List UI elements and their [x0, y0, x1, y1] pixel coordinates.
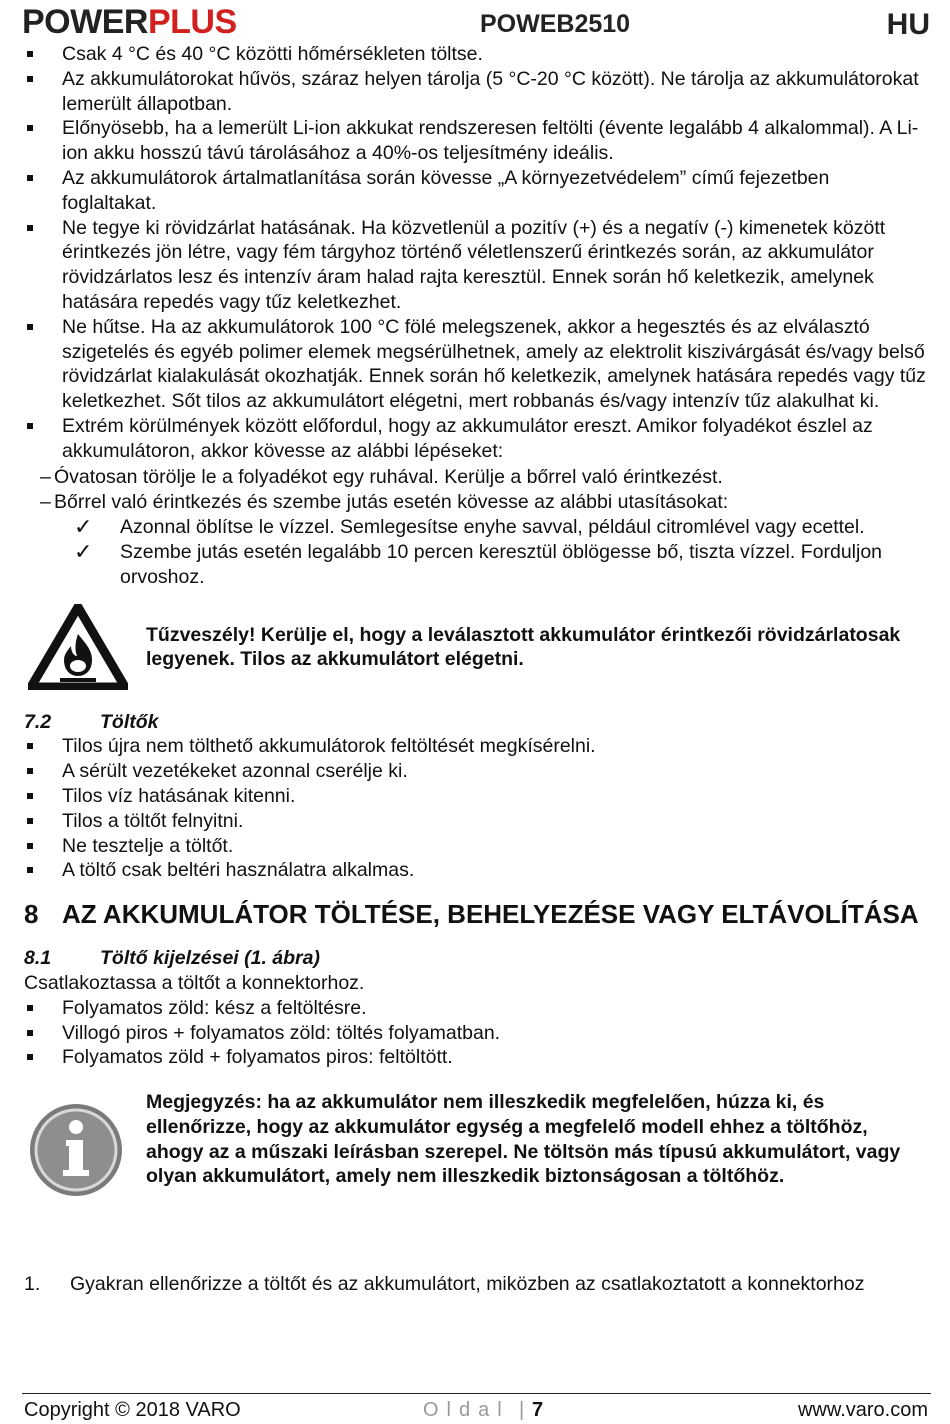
check-text: Azonnal öblítse le vízzel. Semlegesítse enyhe savval, például citromlével vagy ecettel.	[120, 516, 865, 539]
fire-hazard-icon	[28, 604, 128, 690]
chapter-number: 8	[24, 899, 39, 930]
list-item: Csak 4 °C és 40 °C közötti hőmérsékleten töltse.	[24, 42, 929, 67]
warning-text: Tűzveszély! Kerülje el, hogy a leválasztott akkumulátor érintkezői rövidzárlatosak legyenek. Tilos az akkumulátort elégetni.	[146, 623, 901, 671]
dash-text: Bőrrel való érintkezés és szembe jutás esetén kövesse az alábbi utasításokat:	[54, 491, 729, 514]
list-item: Extrém körülmények között előfordul, hogy az akkumulátor ereszt. Amikor folyadékot észlel az akkumulátoron, akkor kövesse az alábbi lépéseket:	[24, 414, 929, 464]
brand-logo-second: PLUS	[147, 3, 237, 41]
note-box	[24, 1090, 929, 1240]
website-link[interactable]: www.varo.com	[797, 1399, 928, 1421]
step-text: Gyakran ellenőrizze a töltőt és az akkumulátort, miközben az csatlakoztatott a konnektorhoz	[70, 1273, 865, 1296]
check-mark-icon: ✓	[74, 514, 93, 540]
info-icon	[28, 1102, 124, 1198]
list-item: Villogó piros + folyamatos zöld: töltés folyamatban.	[24, 1021, 929, 1046]
copyright: Copyright © 2018 VARO	[24, 1399, 241, 1421]
list-item: Ne tegye ki rövidzárlat hatásának. Ha közvetlenül a pozitív (+) és a negatív (-) kimenetek között érintkezés jön létre, vagy fém tárgyhoz történő véletlenszerű érintkezés során, az akkumulátor rövidzárlatos lesz és intenzív áram halad rajta keresztül. Ennek során hő keletkezik, amelynek hatására repedés vagy tűz keletkezhet.	[24, 216, 929, 315]
list-item: Folyamatos zöld: kész a feltöltésre.	[24, 996, 929, 1021]
section-title: Töltők	[100, 710, 159, 733]
check-item	[24, 515, 929, 540]
check-item	[24, 540, 929, 590]
step-number: 1.	[24, 1273, 41, 1296]
dash-marker: –	[40, 465, 51, 488]
list-item: Előnyösebb, ha a lemerült Li-ion akkukat rendszeresen feltölti (évente legalább 4 alkalommal). A Li-ion akku hosszú távú tárolásához a 40%-os teljesítmény ideális.	[24, 116, 929, 166]
list-item: A töltő csak beltéri használatra alkalmas.	[24, 858, 929, 883]
chapter-title: AZ AKKUMULÁTOR TÖLTÉSE, BEHELYEZÉSE VAGY ELTÁVOLÍTÁSA	[62, 899, 919, 930]
list-item: Folyamatos zöld + folyamatos piros: feltöltött.	[24, 1045, 929, 1070]
fire-warning	[24, 604, 929, 694]
numbered-step	[24, 1272, 929, 1297]
page-separator: |	[519, 1399, 525, 1421]
list-item: Ne hűtse. Ha az akkumulátorok 100 °C fölé melegszenek, akkor a hegesztés és az elválasztó szigetelés és egyéb polimer elemek megsérülhetnek, amely az elektrolit kiszivárgását és/vagy belső rövidzárlat kialakulását okozhatják. Ennek során hő keletkezik, amelynek hatására repedés vagy tűz keletkezhet. Sőt tilos az akkumulátort elégetni, mert robbanás és/vagy intenzív tűz alakulhat ki.	[24, 315, 929, 414]
page-label: Oldal	[423, 1399, 510, 1421]
list-item: A sérült vezetékeket azonnal cserélje ki.	[24, 759, 929, 784]
language-code: HU	[886, 8, 930, 41]
list-item: Tilos újra nem tölthető akkumulátorok feltöltését megkísérelni.	[24, 734, 929, 759]
dash-text: Óvatosan törölje le a folyadékot egy ruhával. Kerülje a bőrrel való érintkezést.	[54, 465, 723, 488]
dash-marker: –	[40, 491, 51, 514]
chapter-heading	[24, 899, 929, 930]
model-number: POWEB2510	[480, 10, 631, 38]
list-item: Ne tesztelje a töltőt.	[24, 834, 929, 859]
list-item: Tilos víz hatásának kitenni.	[24, 784, 929, 809]
page-content	[24, 42, 929, 1297]
section-number: 8.1	[24, 947, 52, 970]
note-text: Megjegyzés: ha az akkumulátor nem illeszkedik megfelelően, húzza ki, és ellenőrizze, hogy az akkumulátor egység a megfelelő modell ehhez a töltőhöz, ahogy az a műszaki leírásban szerepel. Ne töltsön más típusú akkumulátort, vagy olyan akkumulátort, amely nem illeszkedik biztonságosan a töltőhöz.	[146, 1091, 901, 1188]
section-number: 7.2	[24, 710, 52, 733]
brand-logo-first: POWER	[22, 3, 148, 41]
dash-item	[24, 465, 929, 490]
section-heading	[24, 946, 929, 971]
section-title: Töltő kijelzései (1. ábra)	[100, 947, 320, 970]
check-text: Szembe jutás esetén legalább 10 percen keresztül öblögesse bő, tiszta vízzel. Forduljon orvoshoz.	[120, 540, 883, 588]
list-item: Tilos a töltőt felnyitni.	[24, 809, 929, 834]
dash-item	[24, 490, 929, 515]
check-mark-icon: ✓	[74, 538, 93, 564]
brand-logo	[22, 4, 237, 40]
list-item: Az akkumulátorokat hűvös, száraz helyen tárolja (5 °C-20 °C között). Ne tárolja az akkumulátorokat lemerült állapotban.	[24, 67, 929, 117]
list-item: Az akkumulátorok ártalmatlanítása során kövesse „A környezetvédelem” című fejezetben foglaltakat.	[24, 166, 929, 216]
section-heading	[24, 710, 929, 735]
page-number: 7	[532, 1399, 544, 1421]
footer-divider	[22, 1393, 931, 1394]
section-intro: Csatlakoztassa a töltőt a konnektorhoz.	[24, 971, 365, 994]
